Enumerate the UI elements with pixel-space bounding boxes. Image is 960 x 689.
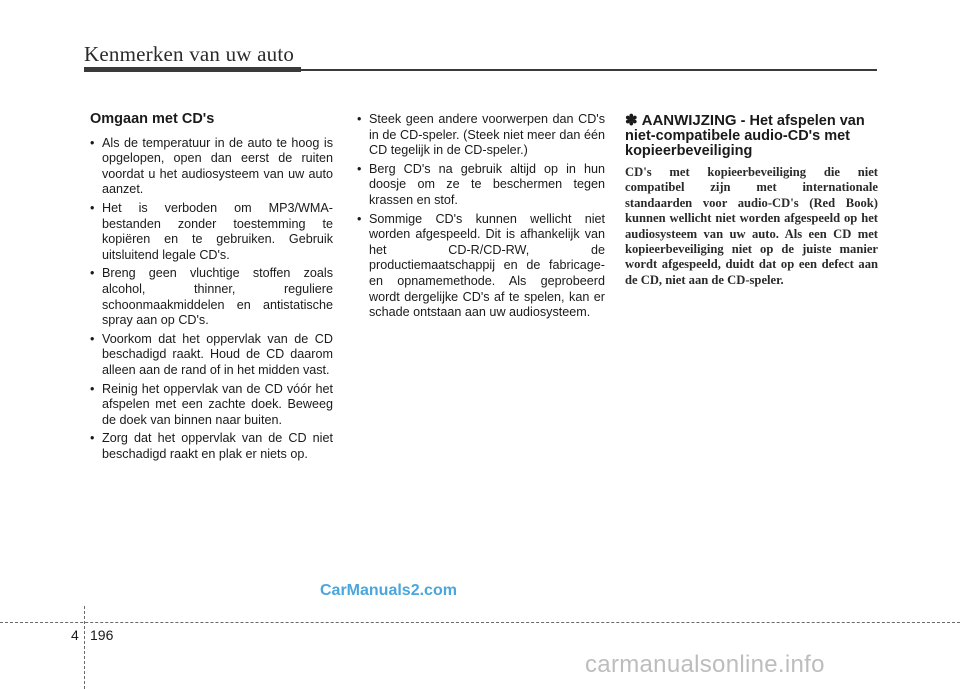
note-title [625, 113, 878, 159]
column-left [90, 112, 333, 465]
section-heading: Omgaan met CD's [90, 111, 215, 127]
list-item: • Als de temperatuur in de auto te hoog is opgelopen, open dan eerst de ruiten voordat u het audiosysteem van uw auto aanzet. [90, 136, 333, 198]
note-box [625, 113, 878, 288]
asterisk-icon: ✽ [625, 112, 638, 129]
column-middle [357, 112, 605, 324]
page-number: 196 [90, 627, 114, 643]
list-item: • Berg CD's na gebruik altijd op in hun doosje om ze te beschermen tegen krassen en stof. [357, 162, 605, 209]
bullet-list-left [90, 136, 333, 463]
footer-divider [0, 622, 960, 623]
note-body: CD's met kopieerbeveiliging die niet compatibel zijn met internationale standaarden voor audio-CD's (Red Book) kunnen wellicht niet worden afgespeeld op het audiosysteem van uw auto. Als een CD met kopieerbeveiliging niet op de juiste manier wordt afgespeeld, duidt dat op een defect aan de CD, niet aan de CD-speler. [625, 165, 878, 287]
list-item: • Steek geen andere voorwerpen dan CD's in de CD-speler. (Steek niet meer dan één CD tegelijk in de CD-speler.) [357, 112, 605, 159]
footer-watermark: carmanualsonline.info [585, 651, 825, 678]
list-item: • Het is verboden om MP3/WMA-bestanden zonder toestemming te kopiëren en te gebruiken. Gebruik uitsluitend legale CD's. [90, 201, 333, 263]
list-item: • Reinig het oppervlak van de CD vóór het afspelen met een zachte doek. Beweeg de doek van binnen naar buiten. [90, 382, 333, 429]
list-item: • Zorg dat het oppervlak van de CD niet beschadigd raakt en plak er niets op. [90, 431, 333, 462]
list-item: • Sommige CD's kunnen wellicht niet worden afgespeeld. Dit is afhankelijk van het CD-R/CD-RW, de productiemaatschappij en de fabricage- en opnamemethode. Als geprobeerd wordt dergelijke CD's af te spelen, kan er schade ontstaan aan uw audiosysteem. [357, 212, 605, 321]
footer-vertical-divider [84, 606, 85, 689]
page-header-title: Kenmerken van uw auto [84, 42, 295, 66]
list-item: • Voorkom dat het oppervlak van de CD beschadigd raakt. Houd de CD daarom alleen aan de rand of in het midden vast. [90, 332, 333, 379]
note-title-text: - Het afspelen van niet-compatibele audio-CD's met kopieerbeveiliging [625, 113, 865, 159]
header-rule-thin [301, 69, 877, 71]
chapter-number: 4 [71, 627, 79, 643]
note-label: AANWIJZING [641, 112, 737, 129]
watermark-link[interactable]: CarManuals2.com [320, 582, 457, 599]
bullet-list-middle [357, 112, 605, 321]
list-item: • Breng geen vluchtige stoffen zoals alcohol, thinner, reguliere schoonmaakmiddelen en antistatische spray aan op CD's. [90, 266, 333, 328]
header-rule-thick [84, 67, 301, 72]
